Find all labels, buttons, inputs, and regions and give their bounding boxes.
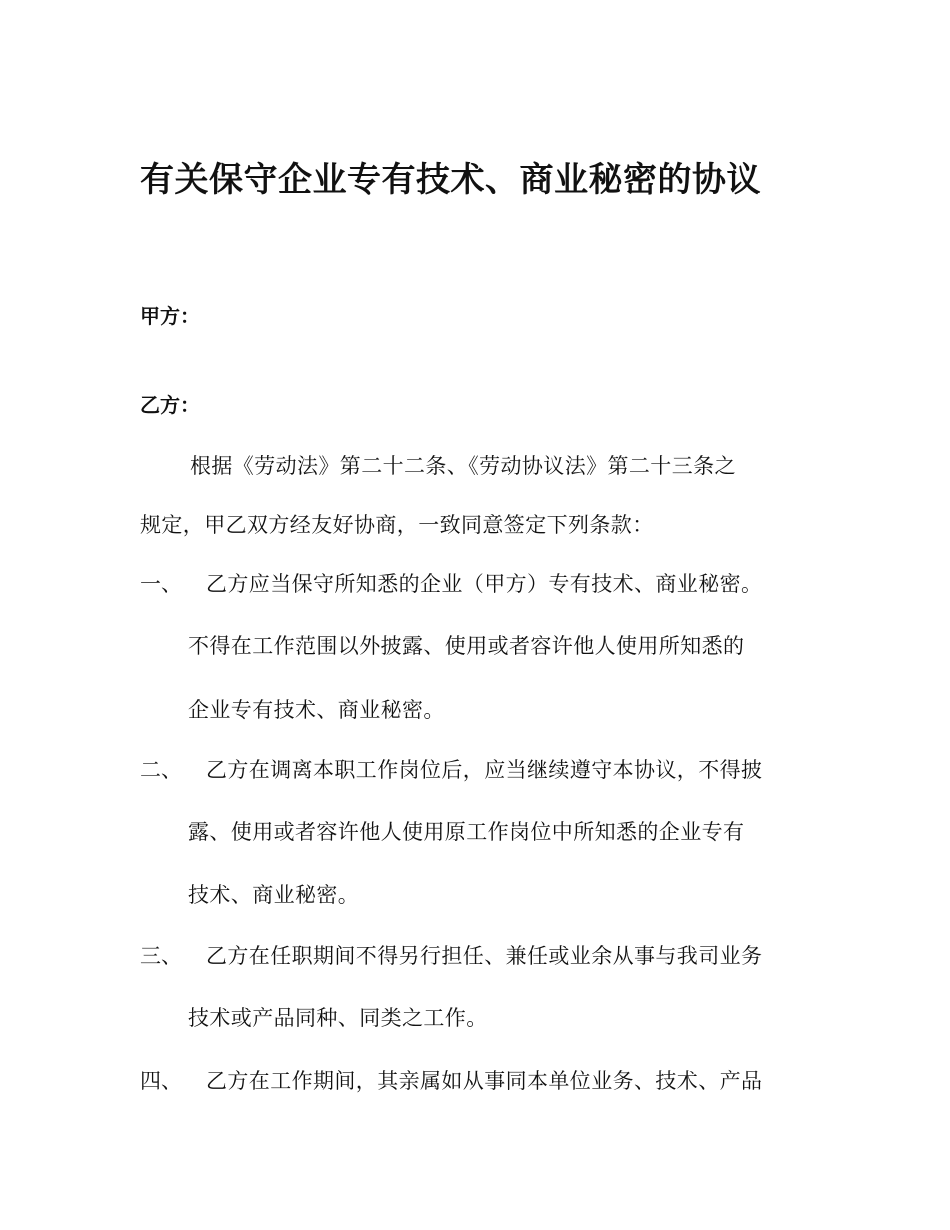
- clause-3-line-2: 技术或产品同种、同类之工作。: [188, 1006, 488, 1030]
- clause-2-line-1: 乙方在调离本职工作岗位后，应当继续遵守本协议，不得披: [206, 758, 763, 782]
- intro-line-2: 规定，甲乙双方经友好协商，一致同意签定下列条款：: [140, 513, 654, 537]
- clause-1-line-3: 企业专有技术、商业秘密。: [188, 698, 445, 722]
- clause-4-number: 四、: [140, 1069, 182, 1093]
- clause-1-line-2: 不得在工作范围以外披露、使用或者容许他人使用所知悉的: [188, 634, 745, 658]
- clause-3-number: 三、: [140, 944, 182, 968]
- clause-2-line-3: 技术、商业秘密。: [188, 883, 360, 907]
- clause-4-line-1: 乙方在工作期间，其亲属如从事同本单位业务、技术、产品: [206, 1069, 763, 1093]
- clause-1-number: 一、: [140, 572, 182, 596]
- clause-3-line-1: 乙方在任职期间不得另行担任、兼任或业余从事与我司业务: [206, 944, 763, 968]
- clause-1-line-1: 乙方应当保守所知悉的企业（甲方）专有技术、商业秘密。: [206, 572, 763, 596]
- clause-2-line-2: 露、使用或者容许他人使用原工作岗位中所知悉的企业专有: [188, 820, 745, 844]
- party-a-label: 甲方：: [140, 304, 200, 328]
- intro-line-1: 根据《劳动法》第二十二条、《劳动协议法》第二十三条之: [190, 454, 736, 478]
- document-title: 有关保守企业专有技术、商业秘密的协议: [140, 160, 761, 200]
- party-b-label: 乙方：: [140, 393, 200, 417]
- clause-2-number: 二、: [140, 758, 182, 782]
